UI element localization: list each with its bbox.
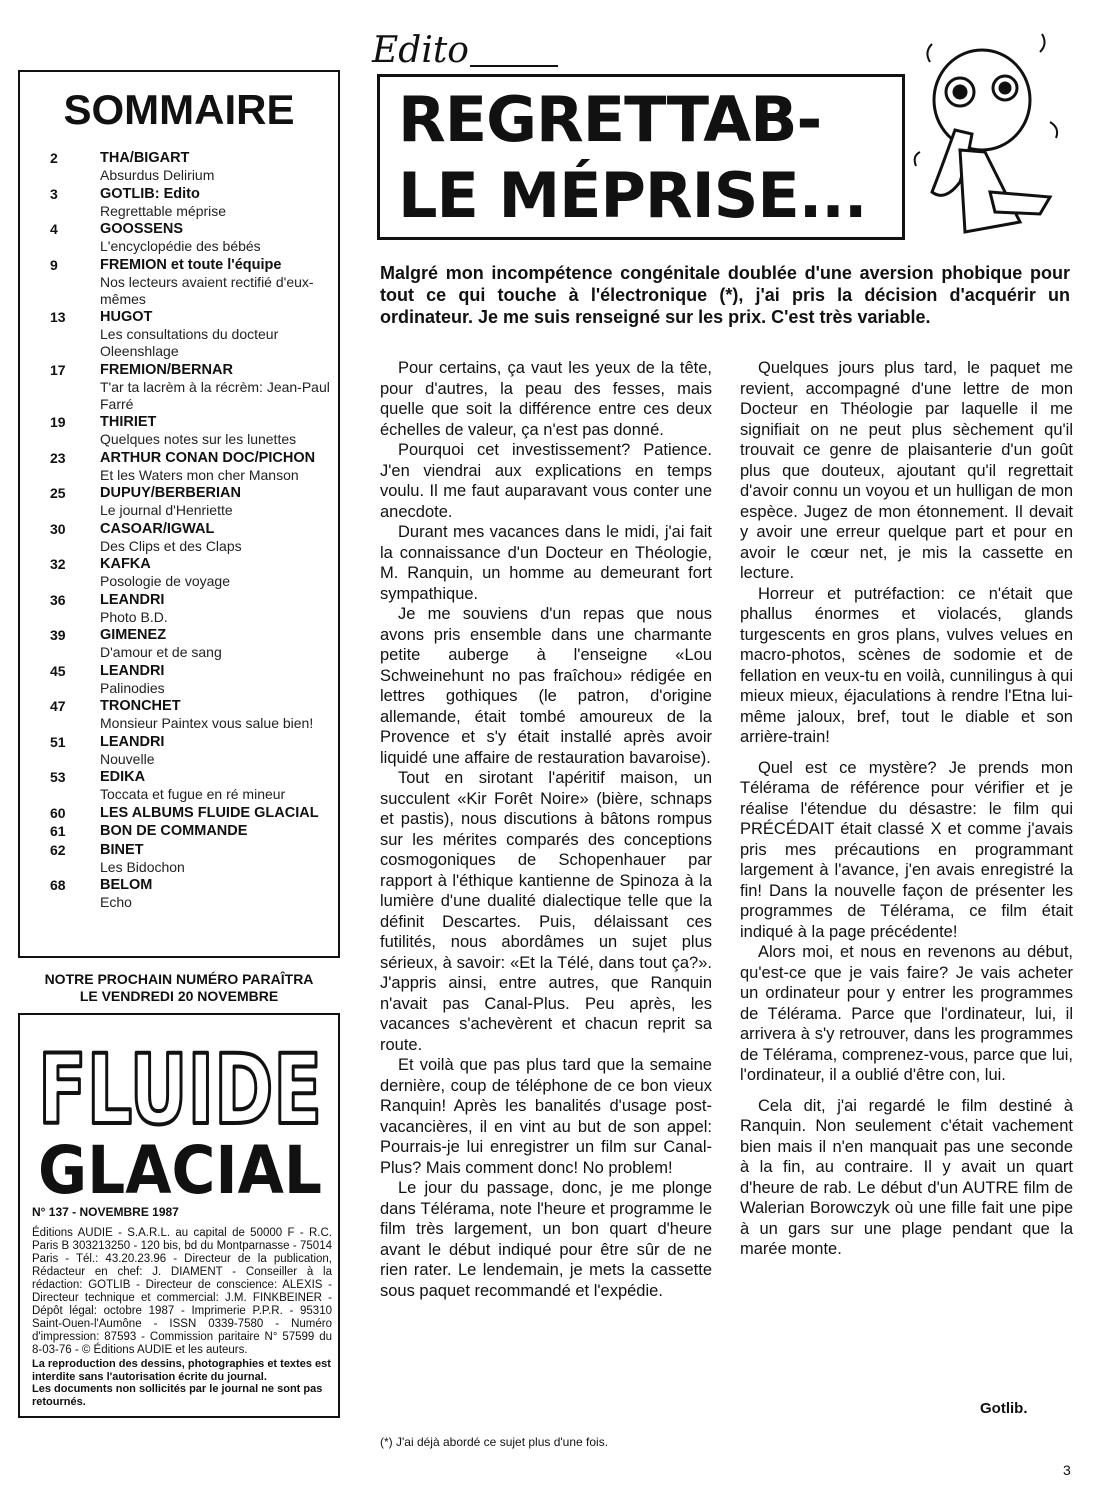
toc-entry [50, 221, 340, 255]
next-issue-line1: NOTRE PROCHAIN NUMÉRO PARAÎTRA [44, 971, 314, 987]
toc-title: T'ar ta lacrèm à la récrèm: Jean-Paul Farré [100, 378, 330, 412]
toc-author: BELOM [100, 877, 153, 893]
toc-page-number: 68 [50, 877, 66, 893]
toc-author: KAFKA [100, 556, 151, 572]
toc-entry [50, 450, 340, 484]
toc-title: Les consultations du docteur Oleenshlage [100, 326, 279, 359]
toc-title: Le journal d'Henriette [100, 502, 233, 518]
rights-line1: La reproduction des dessins, photographies et textes est interdite sans l'autorisation écrite du journal. [32, 1358, 331, 1383]
paragraph: Je me souviens d'un repas que nous avons pris ensemble dans une charmante petite auberge à l'enseigne «Lou Schweinehunt no pas fraîchou» rédigée en lettres gothiques (le patron, d'origine allemande, était tombé amoureux de la Provence et s'y était installé après avoir liquidé une affaire de restauration bavaroise). [380, 605, 712, 767]
toc-author: FREMION et toute l'équipe [100, 256, 282, 273]
toc-page-number: 62 [50, 841, 66, 858]
toc-entry [50, 592, 340, 626]
paragraph: Quelques jours plus tard, le paquet me revient, accompagné d'une lettre de mon Docteur en Théologie par laquelle il me signifiait on ne peut plus sèchement qu'il trouvait ce genre de plaisanterie d'un goût plus que douteux, ajoutant qu'il regrettait d'avoir connu un voyou et un hulligan de mon espèce. Jugez de mon étonnement. Il devait y avoir une erreur quelque part et pour en avoir le cœur net, je mis la cassette en lecture. [740, 359, 1073, 582]
toc-title: Regrettable méprise [100, 202, 227, 219]
toc-page-number: 32 [50, 556, 66, 572]
toc-entry [50, 257, 340, 308]
toc-author: GOTLIB: Edito [100, 185, 200, 202]
toc-author: EDIKA [100, 769, 146, 785]
toc-entry [50, 414, 340, 448]
toc-page-number: 39 [50, 627, 66, 643]
toc-page-number: 25 [50, 485, 66, 501]
toc-title: Les Bidochon [100, 858, 185, 875]
logo-word-glacial: GLACIAL [38, 1132, 322, 1201]
sommaire-heading: SOMMAIRE [63, 86, 295, 133]
toc-author: LES ALBUMS FLUIDE GLACIAL [100, 804, 319, 821]
toc-author: LEANDRI [100, 733, 165, 750]
paragraph: Le jour du passage, donc, je me plonge dans Télérama, note l'heure et programme le film très largement, un bon quart d'heure avant le début indiqué pour être sûr de ne rien rater. Le lendemain, je mets la cassette sous paquet recommandé et l'expédie. [380, 1179, 712, 1300]
toc-entry [50, 556, 340, 590]
paragraph: Tout en sirotant l'apéritif maison, un succulent «Kir Forêt Noire» (bière, schnaps et pastis), nous discutions à bâtons rompus sur les mérites comparés des conceptions cosmogoniques de Schopenhauer par rapport à l'éthique kantienne de Spinoza à la lumière d'une dualité dialectique telle que la définit Descartes. Puis, délaissant ces futilités, nous abordâmes un sujet plus sérieux, à savoir: «Et la Télé, dans tout ça?». J'appris ainsi, entre autres, que Ranquin n'avait pas Canal-Plus. Peu après, les vacances s'achevèrent et chacun reprit sa route. [380, 769, 712, 1054]
toc-title: D'amour et de sang [100, 644, 222, 660]
toc-author: THA/BIGART [100, 150, 190, 166]
toc-author: BINET [100, 841, 144, 858]
next-issue-notice [18, 971, 340, 1005]
toc-author: TRONCHET [100, 698, 181, 714]
toc-entry [50, 823, 340, 840]
toc-author: DUPUY/BERBERIAN [100, 485, 241, 501]
toc-page-number: 61 [50, 823, 66, 839]
toc-author: LEANDRI [100, 591, 165, 608]
author-signature: Gotlib. [980, 1400, 1028, 1417]
paragraph: Pour certains, ça vaut les yeux de la tête, pour d'autres, la peau des fesses, mais quelle que soit la différence entre ces deux échelles de valeur, ça n'est pas donné. [380, 359, 712, 439]
toc-entry [50, 805, 340, 822]
toc-title: Des Clips et des Claps [100, 537, 242, 554]
paragraph: Quel est ce mystère? Je prends mon Télérama de référence pour vérifier et je réalise l'étendue du désastre: le film qui PRÉCÉDAIT était classé X et comme j'avais pris mes précautions en programmant largement à l'avance, j'en avais enregistré la fin! Dans la nouvelle façon de présenter les programmes de Télérama, ce film était indiqué à la page précédente! [740, 758, 1073, 941]
toc-author: ARTHUR CONAN DOC/PICHON [100, 449, 316, 466]
toc-title: Monsieur Paintex vous salue bien! [100, 715, 314, 731]
toc-author: CASOAR/IGWAL [100, 520, 215, 537]
toc-entry [50, 877, 340, 911]
toc-title: Nouvelle [100, 750, 155, 767]
toc-page-number: 17 [50, 361, 66, 378]
toc-page-number: 30 [50, 520, 66, 537]
toc-title: Posologie de voyage [100, 573, 230, 589]
toc-author: FREMION/BERNAR [100, 361, 233, 378]
toc-title: Nos lecteurs avaient rectifié d'eux-mêmes [100, 273, 314, 307]
paragraph: Et voilà que pas plus tard que la semaine dernière, coup de téléphone de ce bon vieux Ranquin! Après les banalités d'usage post-vacancières, il en vint au but de son appel: Pourrais-je lui enregistrer un film sur Canal-Plus? Mais comment donc! No problem! [380, 1056, 712, 1177]
fluide-glacial-logo [32, 1025, 326, 1201]
toc-author: LEANDRI [100, 662, 165, 679]
edito-column-1 [380, 358, 712, 1301]
toc-entry [50, 186, 340, 220]
toc-page-number: 23 [50, 449, 66, 466]
paragraph: Pourquoi cet investissement? Patience. J'en viendrai aux explications en temps voulu. Il me faut auparavant vous conter une anecdote. [380, 441, 712, 521]
toc-entry [50, 150, 340, 184]
edito-title-line1: REGRETTAB- [398, 83, 822, 156]
imprint-text: Éditions AUDIE - S.A.R.L. au capital de 50000 F - R.C. Paris B 303213250 - 120 bis, bd du Montparnasse - 75014 Paris - Tél.: 43.20.23.96 - Directeur de la publication, Rédacteur en chef: J. DIAMENT - Conseiller à la rédaction: GOTLIB - Directeur de conscience: ALEXIS - Directeur technique et commercial: J.M. FINKBEINER - Dépôt légal: octobre 1987 - Imprimerie P.P.R. - 95310 Saint-Ouen-l'Aumône - ISSN 0339-7580 - Numéro d'impression: 87593 - Commission paritaire N° 57599 du 8-03-76 - © Éditions AUDIE et les auteurs. [32, 1227, 332, 1356]
toc-page-number: 60 [50, 804, 66, 821]
edito-column-2 [740, 358, 1073, 1260]
toc-entry [50, 309, 340, 360]
edito-lead: Malgré mon incompétence congénitale doublée d'une aversion phobique pour tout ce qui touche à l'électronique (*), j'ai pris la décision d'acquérir un ordinateur. Je me suis renseigné sur les prix. C'est très variable. [380, 263, 1070, 327]
rights-line2: Les documents non sollicités par le journal ne sont pas retournés. [32, 1383, 323, 1408]
toc-page-number: 19 [50, 414, 66, 430]
paragraph: Alors moi, et nous en revenons au début, qu'est-ce que je vais faire? Je vais acheter un ordinateur pour y entrer les programmes de Télérama. Parce que l'ordinateur, lui, il arrivera à s'y retrouver, dans les programmes de Télérama, comprenez-vous, parce que lui, l'ordinateur, il a oublié d'être con, lui. [740, 943, 1073, 1084]
logo-word-fluide: FLUIDE [38, 1034, 322, 1146]
cartoon-character-illustration [900, 22, 1080, 247]
toc-entry [50, 362, 340, 413]
toc-entry [50, 734, 340, 768]
toc-page-number: 45 [50, 662, 66, 679]
edito-underline [470, 62, 560, 70]
edito-title-box [377, 74, 905, 240]
next-issue-line2: LE VENDREDI 20 NOVEMBRE [79, 988, 279, 1004]
toc-page-number: 2 [50, 150, 58, 166]
toc-page-number: 9 [50, 256, 58, 273]
table-of-contents [18, 70, 340, 958]
toc-author: BON DE COMMANDE [100, 823, 248, 839]
toc-entry [50, 698, 340, 732]
toc-title: Echo [100, 894, 132, 910]
toc-author: GIMENEZ [100, 627, 167, 643]
toc-list [50, 150, 340, 913]
toc-title: Absurdus Delirium [100, 167, 215, 183]
toc-entry [50, 627, 340, 661]
toc-entry [50, 485, 340, 519]
issue-number: N° 137 - NOVEMBRE 1987 [32, 1205, 179, 1219]
paragraph: Cela dit, j'ai regardé le film destiné à Ranquin. Non seulement c'était vachement bien mais il n'en manquait pas une seconde à la fin, au contraire. Il y avait un quart d'heure de rab. Le début d'un AUTRE film de Walerian Borowczyk où une fille fait une pipe à un gars sur une plage pendant que la marée monte. [740, 1096, 1073, 1258]
toc-author: HUGOT [100, 309, 153, 325]
toc-page-number: 36 [50, 591, 66, 608]
toc-author: GOOSSENS [100, 221, 183, 237]
toc-page-number: 47 [50, 698, 66, 714]
page-number: 3 [1063, 1462, 1071, 1478]
paragraph: Durant mes vacances dans le midi, j'ai fait la connaissance d'un Docteur en Théologie, M. Ranquin, un homme au demeurant fort sympathique. [380, 523, 712, 603]
toc-title: Quelques notes sur les lunettes [100, 431, 297, 447]
toc-entry [50, 663, 340, 697]
toc-page-number: 53 [50, 769, 66, 785]
toc-title: L'encyclopédie des bébés [100, 238, 261, 254]
toc-title: Toccata et fugue en ré mineur [100, 786, 286, 802]
toc-title: Et les Waters mon cher Manson [100, 466, 299, 483]
footnote: (*) J'ai déjà abordé ce sujet plus d'une fois. [380, 1435, 609, 1449]
masthead-box [18, 1013, 340, 1418]
toc-title: Palinodies [100, 679, 165, 696]
edito-title-line2: LE MÉPRISE... [398, 159, 867, 232]
edito-script-label: Edito [372, 30, 469, 71]
toc-entry [50, 842, 340, 876]
toc-entry [50, 521, 340, 555]
toc-page-number: 4 [50, 221, 58, 237]
toc-title: Photo B.D. [100, 608, 168, 625]
toc-page-number: 13 [50, 309, 66, 325]
rights-notice [32, 1358, 332, 1408]
toc-entry [50, 769, 340, 803]
toc-page-number: 51 [50, 733, 66, 750]
toc-author: THIRIET [100, 414, 157, 430]
paragraph: Horreur et putréfaction: ce n'était que phallus énormes et violacés, glands turgescents en gros plans, vulves velues en macro-photos, scènes de sodomie et de fellation en veux-tu en voilà, cunnilingus à qui mieux mieux, éjaculations à rendre l'Etna lui-même jaloux, bref, tout le diable et son arrière-train! [740, 584, 1073, 746]
toc-page-number: 3 [50, 185, 58, 202]
